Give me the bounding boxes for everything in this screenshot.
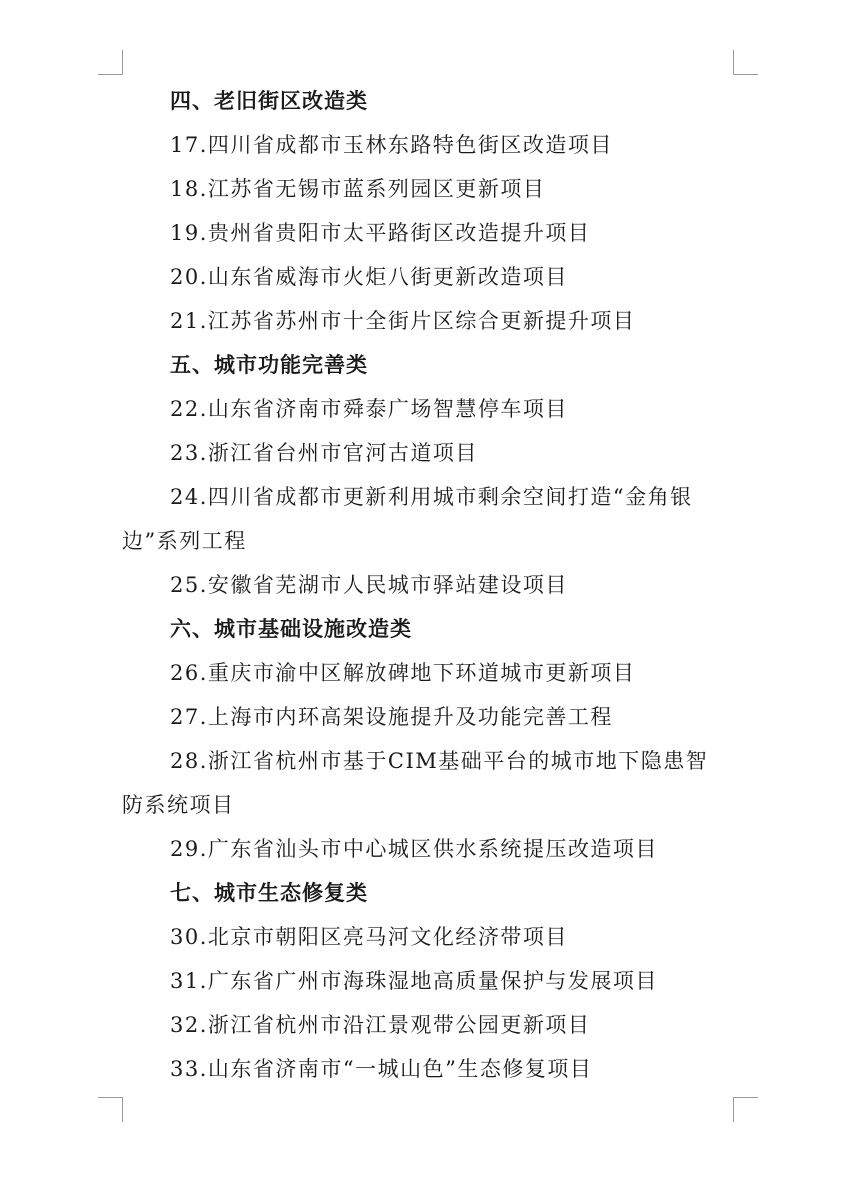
list-item-continuation: 边”系列工程 xyxy=(122,529,247,553)
crop-mark-bottom-right xyxy=(733,1097,758,1122)
list-item: 21.江苏省苏州市十全街片区综合更新提升项目 xyxy=(170,309,636,333)
crop-mark-top-right xyxy=(733,50,758,75)
crop-mark-bottom-left xyxy=(98,1097,123,1122)
list-item: 29.广东省汕头市中心城区供水系统提压改造项目 xyxy=(170,837,658,861)
list-item: 31.广东省广州市海珠湿地高质量保护与发展项目 xyxy=(170,969,658,993)
list-item: 27.上海市内环高架设施提升及功能完善工程 xyxy=(170,705,613,729)
list-item: 33.山东省济南市“一城山色”生态修复项目 xyxy=(170,1057,593,1081)
list-item: 30.北京市朝阳区亮马河文化经济带项目 xyxy=(170,925,568,949)
list-item: 28.浙江省杭州市基于CIM基础平台的城市地下隐患智 xyxy=(170,749,709,773)
section-heading: 六、城市基础设施改造类 xyxy=(170,617,412,641)
list-item: 18.江苏省无锡市蓝系列园区更新项目 xyxy=(170,177,546,201)
list-item: 22.山东省济南市舜泰广场智慧停车项目 xyxy=(170,397,568,421)
list-item: 20.山东省威海市火炬八街更新改造项目 xyxy=(170,265,568,289)
crop-mark-top-left xyxy=(98,50,123,75)
list-item: 25.安徽省芜湖市人民城市驿站建设项目 xyxy=(170,573,568,597)
section-heading: 四、老旧街区改造类 xyxy=(170,89,368,113)
list-item: 19.贵州省贵阳市太平路街区改造提升项目 xyxy=(170,221,591,245)
list-item: 32.浙江省杭州市沿江景观带公园更新项目 xyxy=(170,1013,591,1037)
list-item: 26.重庆市渝中区解放碑地下环道城市更新项目 xyxy=(170,661,636,685)
section-heading: 七、城市生态修复类 xyxy=(170,881,368,905)
list-item: 23.浙江省台州市官河古道项目 xyxy=(170,441,478,465)
document-body xyxy=(122,79,734,1091)
list-item-continuation: 防系统项目 xyxy=(122,793,235,817)
list-item: 24.四川省成都市更新利用城市剩余空间打造“金角银 xyxy=(170,485,693,509)
section-heading: 五、城市功能完善类 xyxy=(170,353,368,377)
list-item: 17.四川省成都市玉林东路特色街区改造项目 xyxy=(170,133,613,157)
